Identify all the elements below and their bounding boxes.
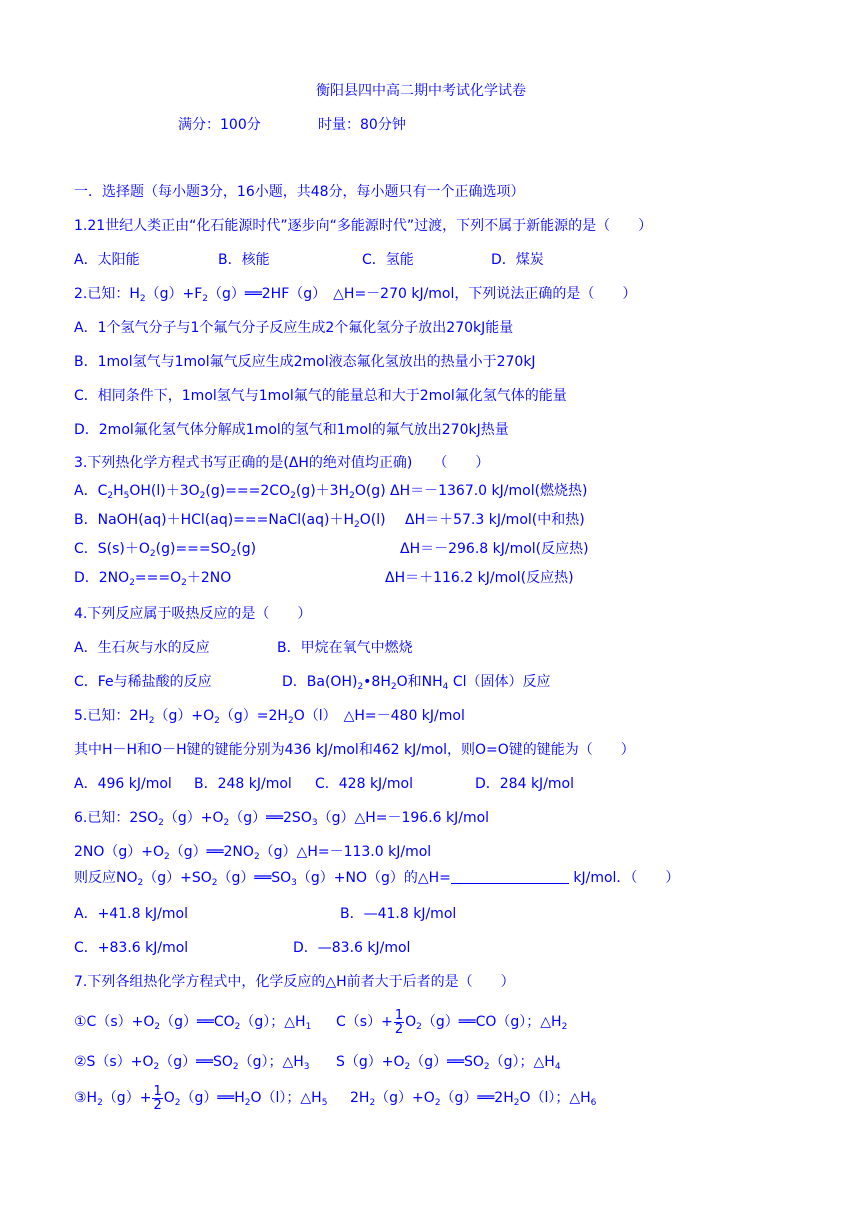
q7-pair-3-right: $2H_2(g)+O_2(g)══2H_2O(l)$；$\triangle H_6$ (350, 1090, 597, 1108)
question-2-stem: 2.已知：$H_2(g)+F_2(g)══2HF(g)$ △H=－270 kJ/mol，下列说法正确的是（ ） (74, 286, 637, 304)
q5-option-a: A．496 kJ/mol (74, 776, 172, 792)
q3-option-a-dh: ΔH＝－1367.0 kJ/mol(燃烧热) (390, 483, 588, 499)
q3-option-c-equation: C．$S(s)+O_2(g)===SO_2(g)$ (74, 541, 257, 559)
question-3-stem: 3.下列热化学方程式书写正确的是(ΔH的绝对值均正确) （ ） (74, 455, 490, 471)
q1-option-a: A．太阳能 (74, 252, 140, 268)
q3-option-d-dh: ΔH＝＋116.2 kJ/mol(反应热) (385, 570, 574, 586)
q3-option-d-equation: D．$2NO_2===O_2+2NO$ (74, 570, 232, 588)
question-4-stem: 4.下列反应属于吸热反应的是（ ） (74, 606, 312, 622)
q7-pair-1-right: C（s）+ $\frac{1}{2}$ $O_2(g)══CO(g)$；$\triangle H_2$ (336, 1007, 568, 1037)
question-5-given: 5.已知：$2H_2(g)+O_2(g)=2H_2O(l)$ △H=－480 kJ/mol (74, 708, 465, 726)
q4-option-d: D．$Ba(OH)_2•8H_2O$和$NH_4$ Cl（固体）反应 (282, 674, 551, 692)
q1-option-d: D．煤炭 (491, 252, 544, 268)
full-score: 满分：100分 (178, 117, 261, 133)
q7-pair-1-left: $①C(s)+O_2(g)══CO_2(g)$；$\triangle H_1$ (74, 1014, 312, 1032)
q5-option-b: B．248 kJ/mol (194, 776, 292, 792)
q4-option-b: B．甲烷在氧气中燃烧 (277, 640, 413, 656)
q4-option-c: C．Fe与稀盐酸的反应 (74, 674, 212, 690)
question-1-stem: 1.21世纪人类正由“化石能源时代”逐步向“多能源时代”过渡，下列不属于新能源的是（ ） (74, 218, 653, 234)
answer-blank (451, 869, 569, 884)
q6-option-d: D．—83.6 kJ/mol (293, 940, 411, 956)
q3-option-c-dh: ΔH＝－296.8 kJ/mol(反应热) (400, 541, 589, 557)
q7-pair-2-left: $②S(s)+O_2(g)══SO_2(g)$；$\triangle H_3$ (74, 1054, 310, 1072)
q3-option-b-equation: B．$NaOH(aq)+HCl(aq)===NaCl(aq)+H_2O(l)$ (74, 512, 386, 530)
q1-option-b: B．核能 (218, 252, 270, 268)
q2-option-b: B．1mol氢气与1mol氟气反应生成2mol液态氟化氢放出的热量小于270kJ (74, 354, 536, 370)
q6-option-b: B．—41.8 kJ/mol (340, 906, 457, 922)
q3-option-a-equation: A．$C_2H_5OH(l)+3O_2(g)===2CO_2(g)+3H_2O(g)$ (74, 483, 386, 501)
q2-option-d: D．2mol氟化氢气体分解成1mol的氢气和1mol的氟气放出270kJ热量 (74, 422, 509, 438)
fraction-half: $\frac{1}{2}$ (153, 1083, 162, 1113)
q4-option-a: A．生石灰与水的反应 (74, 640, 210, 656)
q5-option-c: C．428 kJ/mol (315, 776, 413, 792)
q5-option-d: D．284 kJ/mol (475, 776, 574, 792)
q2-option-a: A．1个氢气分子与1个氟气分子反应生成2个氟化氢分子放出270kJ能量 (74, 320, 514, 336)
question-6-given-1: 6.已知：$2SO_2(g)+O_2(g)══2SO_3(g)\triangle H=-196.6$ kJ/mol (74, 810, 490, 828)
q2-option-c: C．相同条件下，1mol氢气与1mol氟气的能量总和大于2mol氟化氢气体的能量 (74, 388, 567, 404)
q3-option-b-dh: ΔH＝＋57.3 kJ/mol(中和热) (405, 512, 585, 528)
section-heading: 一．选择题（每小题3分，16小题，共48分，每小题只有一个正确选项） (74, 184, 525, 200)
question-5-stem: 其中H－H和O－H键的键能分别为436 kJ/mol和462 kJ/mol，则O=O键的键能为（ ） (74, 742, 635, 758)
q6-option-c: C．+83.6 kJ/mol (74, 940, 189, 956)
time-limit: 时量：80分钟 (318, 117, 406, 133)
question-6-stem: 则反应$NO_2(g)+SO_2(g)══SO_3(g)+NO(g)$的△H= kJ/mol．（ ） (74, 870, 680, 888)
q6-option-a: A．+41.8 kJ/mol (74, 906, 188, 922)
fraction-half: $\frac{1}{2}$ (394, 1007, 404, 1037)
q7-pair-3-left: $③H_2(g)+$ $\frac{1}{2}$ $O_2(g)══H_2O(l)$；$\triangle H_5$ (74, 1083, 328, 1113)
question-6-given-2: $2NO(g)+O_2(g)══2NO_2(g)\triangle H=-113.0$ kJ/mol (74, 844, 432, 862)
page-title: 衡阳县四中高二期中考试化学试卷 (316, 83, 526, 99)
q1-option-c: C．氢能 (362, 252, 414, 268)
question-7-stem: 7.下列各组热化学方程式中，化学反应的△H前者大于后者的是（ ） (74, 974, 515, 990)
q7-pair-2-right: $S(g)+O_2(g)══SO_2(g)$；$\triangle H_4$ (336, 1054, 561, 1072)
